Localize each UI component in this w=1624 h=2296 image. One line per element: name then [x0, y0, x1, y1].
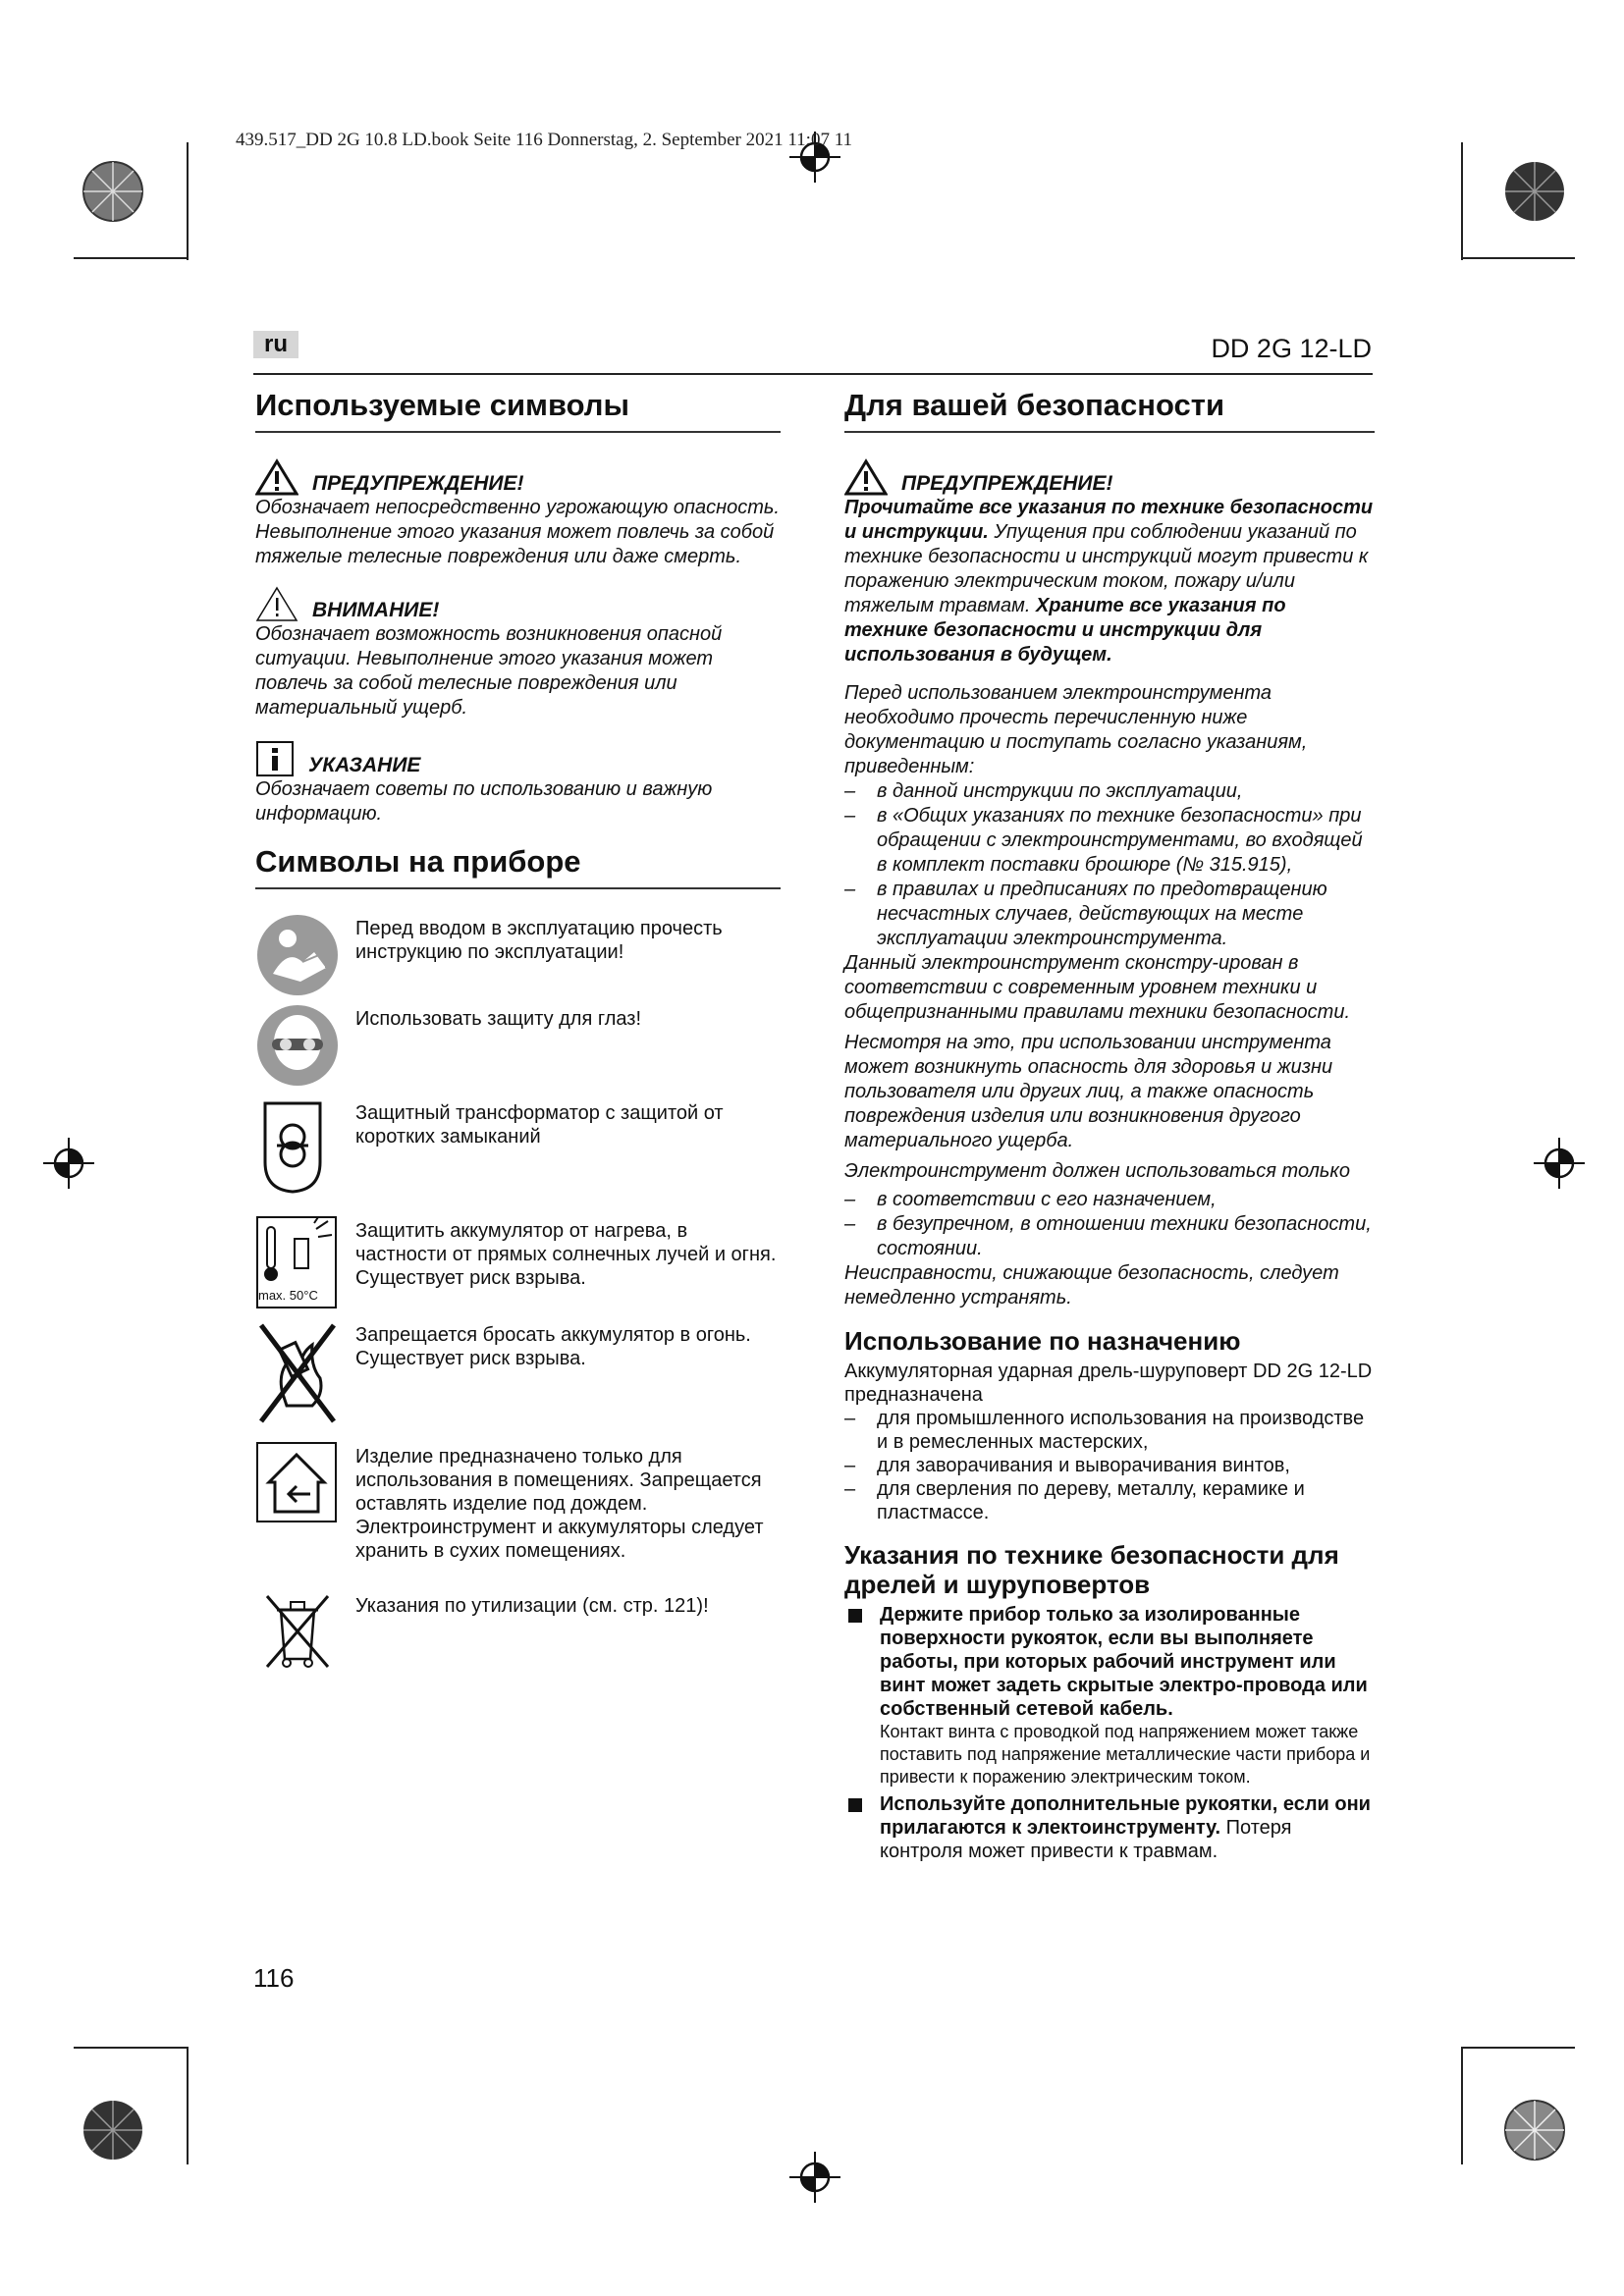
registration-target-icon — [1530, 1134, 1589, 1193]
list-item: – в «Общих указаниях по технике безопасности» при обращении с электроинструментами, во входящей в комплект поставки брошюре (№ 315.915), — [844, 804, 1375, 878]
model-title: DD 2G 12-LD — [1211, 334, 1372, 363]
eye-protection-icon — [255, 1003, 340, 1088]
device-symbol-row — [255, 1215, 781, 1313]
heat-protection-icon — [255, 1215, 340, 1311]
language-badge: ru — [253, 331, 298, 358]
drill-safety-heading: Указания по технике безопасности для дрелей и шуруповертов — [844, 1540, 1339, 1599]
device-symbol-text: Использовать защиту для глаз! — [355, 1008, 642, 1030]
list-item: Держите прибор только за изолированные поверхности рукояток, если вы выполняете работы, при которых рабочий инструмент или винт может задеть скрытые электро-провода или собственный сетевой кабель. Контакт винта с проводкой под напряжением может также поставить под напряжение металлические части прибора и привести к поражению электрическим током. — [844, 1603, 1375, 1789]
device-symbol-text: Защитить аккумулятор от нагрева, в частности от прямых солнечных лучей и огня. Существует риск взрыва. — [355, 1220, 777, 1289]
indoor-use-icon — [255, 1441, 340, 1523]
drill-safety-list — [844, 1603, 1375, 1863]
crop-mark — [74, 257, 188, 259]
only-used-text: Электроинструмент должен использоваться только — [844, 1160, 1350, 1182]
warning-block — [255, 458, 781, 569]
list-item: – для заворачивания и выворачивания винтов, — [844, 1454, 1375, 1477]
device-symbol-text: Перед вводом в эксплуатацию прочесть инструкцию по эксплуатации! — [355, 918, 723, 963]
registration-starburst-icon — [1500, 157, 1569, 226]
warning-title: ПРЕДУПРЕЖДЕНИЕ! — [312, 472, 524, 495]
device-symbol-row — [255, 1590, 781, 1669]
disposal-icon — [255, 1590, 340, 1669]
intended-use-list — [844, 1407, 1375, 1524]
registration-starburst-icon — [1500, 2096, 1569, 2164]
safety-heading: Для вашей безопасности — [844, 388, 1375, 433]
list-item: – в правилах и предписаниях по предотвращению несчастных случаев, действующих на месте эксплуатации электроинструмента. — [844, 878, 1375, 951]
designed-text: Данный электроинструмент сконстру-ирован в соответствии с современным уровнем техники и общепризнанными правилами техники безопасности. — [844, 952, 1351, 1023]
device-symbol-text: Изделие предназначено только для использования в помещениях. Запрещается оставлять изделие под дождем. Электроинструмент и аккумуляторы следует хранить в сухих помещениях. — [355, 1446, 764, 1562]
crop-mark — [1461, 142, 1463, 260]
note-block — [255, 740, 781, 827]
device-symbol-row — [255, 1003, 781, 1090]
crop-mark — [1461, 2047, 1575, 2049]
note-text: Обозначает советы по использованию и важную информацию. — [255, 778, 713, 825]
read-manual-icon — [255, 913, 340, 997]
safety-warning-block — [844, 458, 1375, 667]
symbols-heading: Используемые символы — [255, 388, 781, 433]
page-number: 116 — [253, 1963, 295, 1993]
list-item: – в данной инструкции по эксплуатации, — [844, 779, 1375, 804]
device-symbol-text: Защитный трансформатор с защитой от коротких замыканий — [355, 1102, 724, 1148]
safety-warning-text: Прочитайте все указания по технике безопасности и инструкции. Упущения при соблюдении указаний по технике безопасности и инструкций могут привести к поражению электрическим током, пожару и/или тяжелым травмам. Храните все указания по технике безопасности и инструкции для использования в будущем. — [844, 497, 1374, 666]
registration-target-icon — [785, 2148, 844, 2207]
caution-text: Обозначает возможность возникновения опасной ситуации. Невыполнение этого указания может повлечь за собой телесные повреждения или материальный ущерб. — [255, 623, 723, 719]
list-item: – для сверления по дереву, металлу, керамике и пластмассе. — [844, 1477, 1375, 1524]
info-icon — [255, 740, 295, 777]
crop-mark — [1461, 257, 1575, 259]
device-symbol-row — [255, 1441, 781, 1588]
device-symbol-row — [255, 1319, 781, 1435]
no-fire-icon — [255, 1319, 340, 1427]
registration-starburst-icon — [79, 2096, 147, 2164]
safety-transformer-icon — [255, 1097, 340, 1196]
intended-use-intro: Аккумуляторная ударная дрель-шуруповерт DD 2G 12-LD предназначена — [844, 1361, 1373, 1406]
faults-text: Неисправности, снижающие безопасность, следует немедленно устранять. — [844, 1262, 1339, 1308]
max-temperature-label: max. 50°C — [258, 1288, 318, 1303]
header-rule — [253, 373, 1373, 375]
crop-mark — [74, 2047, 188, 2049]
documents-list — [844, 779, 1375, 951]
list-item: Используйте дополнительные рукоятки, если они прилагаются к электоинструменту. Потеря контроля может привести к травмам. — [844, 1792, 1375, 1863]
warning-triangle-icon — [255, 458, 298, 496]
crop-mark — [1461, 2047, 1463, 2164]
list-item: – в соответствии с его назначением, — [844, 1188, 1375, 1212]
intended-use-heading: Использование по назначению — [844, 1326, 1241, 1356]
list-item: – для промышленного использования на производстве и в ремесленных мастерских, — [844, 1407, 1375, 1454]
conditions-list — [844, 1188, 1375, 1261]
device-symbols-heading: Символы на приборе — [255, 844, 781, 889]
print-book-header: 439.517_DD 2G 10.8 LD.book Seite 116 Donnerstag, 2. September 2021 11:07 11 — [236, 130, 852, 150]
crop-mark — [187, 2047, 189, 2164]
registration-starburst-icon — [79, 157, 147, 226]
warning-text: Обозначает непосредственно угрожающую опасность. Невыполнение этого указания может повлечь за собой тяжелые телесные повреждения или даже смерть. — [255, 497, 780, 567]
nevertheless-text: Несмотря на это, при использовании инструмента может возникнуть опасность для здоровья и жизни пользователя или других лиц, а также опасность повреждения изделия или возникновения другого материального ущерба. — [844, 1032, 1333, 1151]
safety-warning-title: ПРЕДУПРЕЖДЕНИЕ! — [901, 472, 1113, 495]
right-column — [844, 388, 1375, 1867]
warning-triangle-icon — [844, 458, 888, 496]
caution-triangle-icon — [255, 585, 298, 622]
device-symbol-text: Запрещается бросать аккумулятор в огонь. Существует риск взрыва. — [355, 1324, 751, 1369]
device-symbol-text: Указания по утилизации (см. стр. 121)! — [355, 1595, 709, 1617]
device-symbol-row — [255, 913, 781, 999]
before-use-text: Перед использованием электроинструмента необходимо прочесть перечисленную ниже документацию и поступать согласно указаниям, приведенным: — [844, 682, 1308, 777]
caution-block — [255, 585, 781, 721]
note-title: УКАЗАНИЕ — [308, 754, 421, 776]
left-column — [255, 388, 781, 1669]
caution-title: ВНИМАНИЕ! — [312, 599, 440, 621]
device-symbols-list — [255, 913, 781, 1669]
crop-mark — [187, 142, 189, 260]
list-item: – в безупречном, в отношении техники безопасности, состоянии. — [844, 1212, 1375, 1261]
registration-target-icon — [39, 1134, 98, 1193]
device-symbol-row — [255, 1097, 781, 1201]
